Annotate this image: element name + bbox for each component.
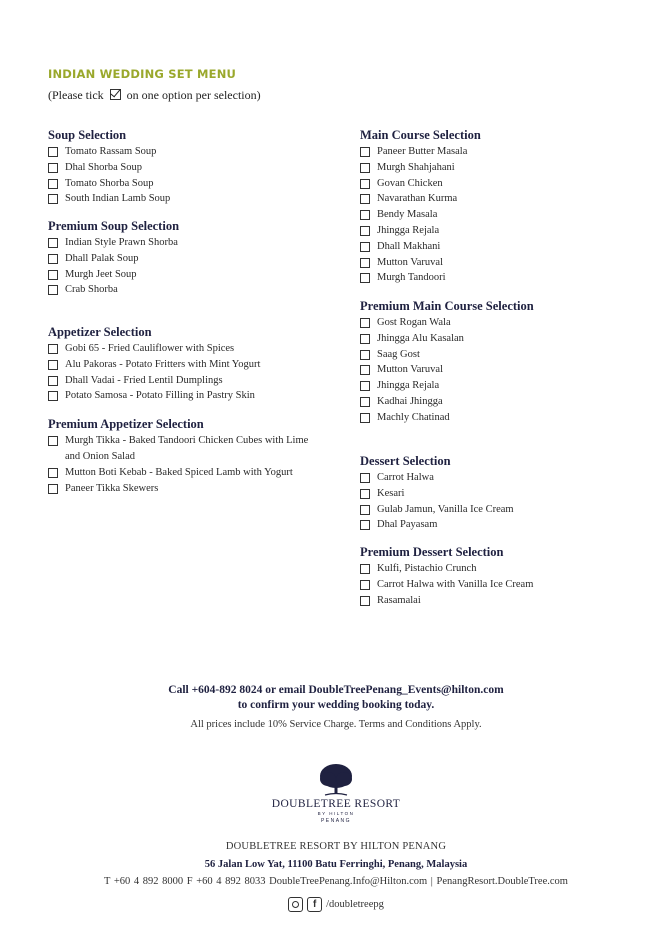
checkbox[interactable] (48, 468, 58, 478)
menu-item-label: Rasamalai (377, 594, 421, 606)
checkbox[interactable] (360, 520, 370, 530)
social-links (0, 897, 672, 912)
checkbox[interactable] (360, 163, 370, 173)
menu-item[interactable] (48, 433, 348, 465)
menu-section (48, 415, 348, 497)
menu-item-label: Murgh Shahjahani (377, 161, 455, 173)
checkbox[interactable] (360, 489, 370, 499)
hotel-address: 56 Jalan Low Yat, 11100 Batu Ferringhi, Penang, Malaysia (204, 859, 468, 870)
checkbox[interactable] (48, 484, 58, 494)
menu-item-label: Kadhai Jhingga (377, 395, 443, 407)
menu-item-label: Carrot Halwa (377, 472, 434, 483)
section-title: Dessert Selection (360, 454, 451, 468)
checkbox[interactable] (48, 179, 58, 189)
contact-line: T +60 4 892 8000 F +60 4 892 8033 DoubleTreePenang.Info@Hilton.com | PenangResort.DoubleTree.com (104, 876, 568, 887)
logo-brand: DOUBLETREE RESORT (271, 798, 401, 810)
checkbox[interactable] (360, 505, 370, 515)
checkbox[interactable] (360, 258, 370, 268)
menu-section (360, 452, 660, 533)
logo-sub: BY HILTON (317, 811, 355, 816)
menu-item[interactable] (360, 191, 660, 207)
menu-item[interactable] (48, 481, 348, 497)
menu-item[interactable] (48, 235, 348, 251)
menu-item-label: Gost Rogan Wala (377, 317, 451, 328)
menu-item[interactable] (48, 191, 348, 207)
checkbox[interactable] (360, 273, 370, 283)
menu-section (48, 323, 348, 404)
menu-item-label: Gobi 65 - Fried Cauliflower with Spices (65, 343, 235, 354)
call-to-action (0, 683, 672, 713)
menu-item[interactable] (360, 593, 660, 609)
menu-item-label: Dhal Payasam (377, 519, 438, 531)
menu-item-label: Indian Style Prawn Shorba (65, 237, 178, 248)
cta-line-2: to confirm your wedding booking today. (237, 699, 435, 711)
menu-item-label: Kesari (377, 487, 405, 499)
menu-item-label: South Indian Lamb Soup (65, 193, 171, 205)
checkbox[interactable] (48, 344, 58, 354)
menu-title: INDIAN WEDDING SET MENU (48, 67, 237, 81)
menu-item[interactable] (48, 176, 348, 192)
menu-item[interactable] (48, 373, 348, 389)
menu-item-label: Tomato Shorba Soup (65, 177, 154, 189)
checkbox[interactable] (360, 473, 370, 483)
menu-item[interactable] (360, 270, 660, 286)
menu-item[interactable] (360, 255, 660, 271)
menu-item-label: Carrot Halwa with Vanilla Ice Cream (377, 578, 534, 590)
menu-item-label: Kulfi, Pistachio Crunch (377, 563, 477, 574)
tree-logo-icon (316, 762, 356, 796)
instruction-text-after: on one option per selection) (126, 88, 261, 102)
menu-item-label: Jhingga Rejala (377, 380, 440, 392)
menu-item[interactable] (48, 282, 348, 298)
checkbox[interactable] (360, 381, 370, 391)
menu-item-label: Mutton Boti Kebab - Baked Spiced Lamb with Yogurt (65, 467, 293, 478)
doubletree-logo (270, 762, 402, 832)
section-title: Appetizer Selection (48, 325, 152, 339)
menu-item[interactable] (360, 239, 660, 255)
checkbox[interactable] (48, 376, 58, 386)
menu-item[interactable] (360, 331, 660, 347)
menu-section (48, 126, 348, 207)
checkbox[interactable] (48, 147, 58, 157)
checkbox[interactable] (360, 194, 370, 204)
menu-item-label: Dhall Palak Soup (65, 252, 139, 264)
menu-item[interactable] (360, 347, 660, 363)
checkbox[interactable] (48, 238, 58, 248)
menu-item[interactable] (360, 223, 660, 239)
checkbox[interactable] (48, 436, 58, 446)
menu-item-label: Jhingga Alu Kasalan (377, 332, 464, 344)
checkbox[interactable] (48, 194, 58, 204)
menu-item-label: Crab Shorba (65, 284, 118, 296)
menu-item-label: Murgh Tikka - Baked Tandoori Chicken Cubes with Lime and Onion Salad (65, 435, 309, 462)
cta-line-1: Call +604-892 8024 or email DoubleTreePenang_Events@hilton.com (168, 684, 504, 696)
hotel-name: DOUBLETREE RESORT BY HILTON PENANG (225, 841, 447, 852)
checkbox[interactable] (360, 413, 370, 423)
checkbox[interactable] (48, 391, 58, 401)
checkbox[interactable] (360, 226, 370, 236)
checkbox[interactable] (360, 365, 370, 375)
section-title: Premium Main Course Selection (360, 299, 534, 313)
menu-item[interactable] (360, 362, 660, 378)
menu-item-label: Navarathan Kurma (377, 193, 458, 205)
menu-item[interactable] (48, 357, 348, 373)
section-title: Premium Soup Selection (48, 219, 180, 233)
menu-item-label: Govan Chicken (377, 177, 443, 189)
menu-item[interactable] (360, 502, 660, 518)
menu-item[interactable] (360, 378, 660, 394)
menu-item-label: Murgh Tandoori (377, 272, 446, 284)
checkbox[interactable] (360, 397, 370, 407)
checkbox[interactable] (48, 285, 58, 295)
menu-item[interactable] (48, 251, 348, 267)
menu-section (360, 297, 660, 426)
menu-item-label: Dhall Vadai - Fried Lentil Dumplings (65, 374, 223, 386)
menu-item[interactable] (360, 517, 660, 533)
instruction-line (48, 88, 261, 103)
checkbox[interactable] (360, 564, 370, 574)
menu-item-label: Machly Chatinad (377, 411, 450, 423)
menu-item-label: Paneer Butter Masala (377, 146, 468, 157)
menu-item[interactable] (360, 486, 660, 502)
logo-location: PENANG (320, 818, 352, 824)
menu-item-label: Jhingga Rejala (377, 224, 440, 236)
menu-item[interactable] (360, 207, 660, 223)
prices-note: All prices include 10% Service Charge. Terms and Conditions Apply. (190, 719, 482, 730)
facebook-icon[interactable]: f (307, 897, 322, 912)
menu-item[interactable] (48, 341, 348, 357)
section-title: Soup Selection (48, 128, 127, 142)
checkbox[interactable] (48, 254, 58, 264)
menu-item-label: Saag Gost (377, 348, 420, 360)
menu-item[interactable] (360, 176, 660, 192)
checkbox[interactable] (48, 163, 58, 173)
checkbox[interactable] (48, 270, 58, 280)
menu-item[interactable] (360, 410, 660, 426)
checkbox[interactable] (360, 350, 370, 360)
menu-item[interactable] (360, 561, 660, 577)
menu-item[interactable] (48, 388, 348, 404)
instruction-text-before: (Please tick (48, 88, 104, 102)
section-title: Main Course Selection (360, 128, 481, 142)
checkbox[interactable] (360, 210, 370, 220)
menu-item-label: Tomato Rassam Soup (65, 146, 157, 157)
menu-item-label: Paneer Tikka Skewers (65, 482, 159, 494)
menu-item-label: Potato Samosa - Potato Filling in Pastry Skin (65, 390, 255, 402)
checkbox[interactable] (360, 596, 370, 606)
menu-item[interactable] (360, 394, 660, 410)
checkbox[interactable] (360, 179, 370, 189)
checkbox[interactable] (360, 242, 370, 252)
menu-item[interactable] (360, 470, 660, 486)
checkbox[interactable] (48, 360, 58, 370)
checkbox[interactable] (360, 147, 370, 157)
menu-item-label: Dhal Shorba Soup (65, 161, 142, 173)
tick-box-icon (110, 89, 121, 100)
menu-item-label: Bendy Masala (377, 209, 438, 221)
menu-section (48, 217, 348, 298)
checkbox[interactable] (360, 334, 370, 344)
checkbox[interactable] (360, 318, 370, 328)
menu-section (360, 126, 660, 286)
menu-item[interactable] (48, 160, 348, 176)
menu-item-label: Dhall Makhani (377, 240, 441, 252)
menu-item-label: Mutton Varuval (377, 256, 444, 268)
menu-item[interactable] (48, 144, 348, 160)
instagram-icon[interactable] (288, 897, 303, 912)
menu-item-label: Mutton Varuval (377, 364, 444, 376)
menu-item-label: Alu Pakoras - Potato Fritters with Mint Yogurt (65, 358, 261, 370)
menu-item[interactable] (360, 144, 660, 160)
menu-item[interactable] (48, 465, 348, 481)
checkbox[interactable] (360, 580, 370, 590)
menu-item[interactable] (360, 160, 660, 176)
menu-item[interactable] (48, 267, 348, 283)
section-title: Premium Dessert Selection (360, 545, 504, 559)
social-handle[interactable]: /doubletreepg (326, 899, 384, 910)
menu-item-label: Murgh Jeet Soup (65, 268, 137, 280)
menu-section (360, 543, 660, 608)
menu-item[interactable] (360, 577, 660, 593)
menu-item[interactable] (360, 315, 660, 331)
section-title: Premium Appetizer Selection (48, 417, 204, 431)
menu-item-label: Gulab Jamun, Vanilla Ice Cream (377, 503, 514, 515)
